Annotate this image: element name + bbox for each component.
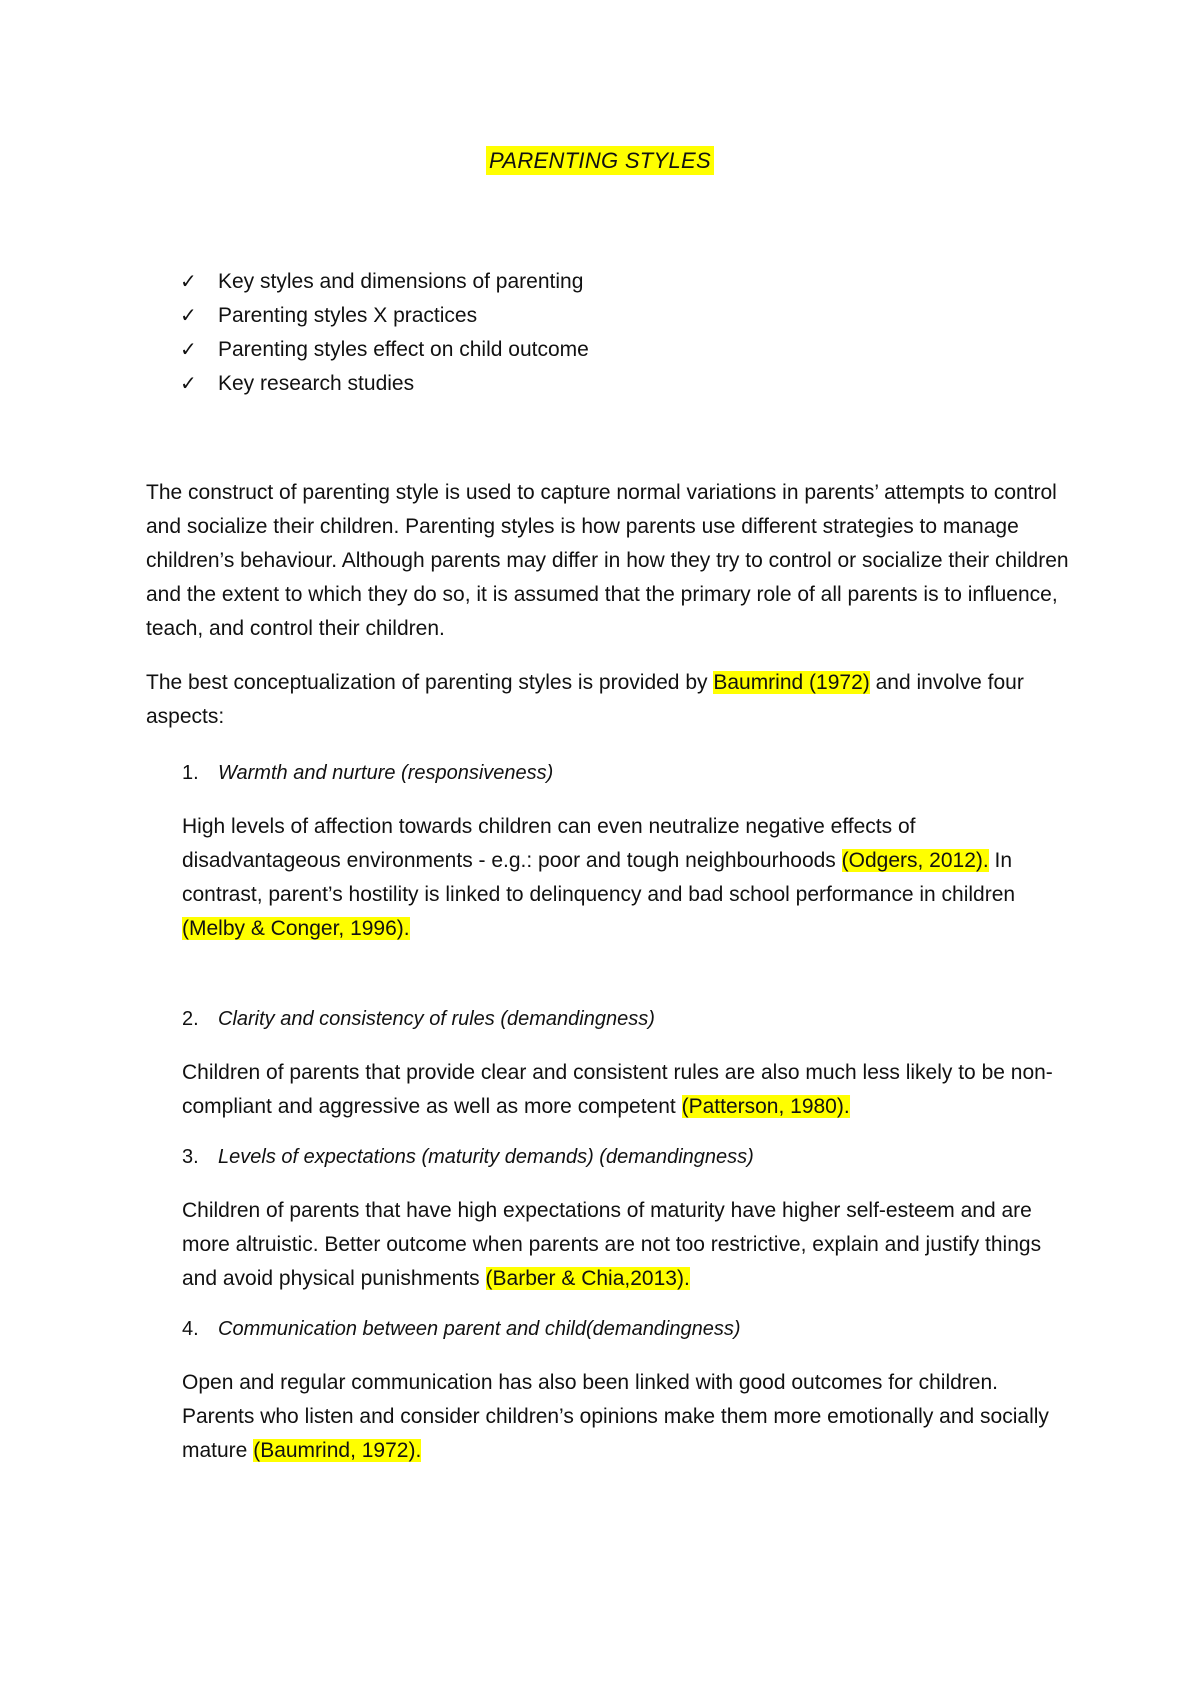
aspect-heading-text: Levels of expectations (maturity demands) (demandingness) bbox=[218, 1146, 754, 1168]
aspect-text: Open and regular communication has also been linked with good outcomes for children. Parents who listen and consider children’s opinions make them more emotionally and socially mature bbox=[182, 1371, 1049, 1462]
citation: (Baumrind, 1972). bbox=[253, 1439, 422, 1462]
aspect-heading-text: Clarity and consistency of rules (demandingness) bbox=[218, 1008, 655, 1030]
checklist-item bbox=[180, 333, 589, 367]
checklist-item bbox=[180, 367, 589, 401]
conceptualization-text: The best conceptualization of parenting styles is provided by bbox=[146, 671, 714, 694]
conceptualization-paragraph bbox=[146, 666, 1076, 734]
citation: (Melby & Conger, 1996). bbox=[182, 917, 410, 940]
aspect-number: 3. bbox=[182, 1146, 199, 1168]
topic-checklist bbox=[180, 265, 589, 401]
aspect-heading bbox=[182, 1140, 754, 1174]
aspect-paragraph bbox=[182, 1056, 1072, 1124]
aspect-paragraph bbox=[182, 1366, 1072, 1468]
intro-paragraph: The construct of parenting style is used to capture normal variations in parents’ attempts to control and socialize their children. Parenting styles is how parents use different strategies to manage children’s behaviour. Although parents may differ in how they try to control or socialize their children and the extent to which they do so, it is assumed that the primary role of all parents is to influence, teach, and control their children. bbox=[146, 481, 1069, 640]
aspect-heading bbox=[182, 756, 553, 790]
aspect-text: In contrast, parent’s hostility is linked to delinquency and bad school performance in children bbox=[182, 849, 1016, 906]
checklist-item-label: Key research studies bbox=[218, 372, 415, 395]
aspect-text: Children of parents that provide clear and consistent rules are also much less likely to be non-compliant and aggressive as well as more competent bbox=[182, 1061, 1053, 1118]
aspect-text: High levels of affection towards children can even neutralize negative effects of disadvantageous environments - e.g.: poor and tough neighbourhoods bbox=[182, 815, 916, 872]
checklist-item bbox=[180, 299, 589, 333]
checklist-item-label: Parenting styles effect on child outcome bbox=[218, 338, 589, 361]
checklist-item-label: Key styles and dimensions of parenting bbox=[218, 270, 584, 293]
aspect-number: 2. bbox=[182, 1008, 199, 1030]
aspect-paragraph bbox=[182, 1194, 1072, 1296]
citation: (Barber & Chia,2013). bbox=[485, 1267, 690, 1290]
aspect-heading-text: Warmth and nurture (responsiveness) bbox=[218, 762, 554, 784]
checklist-item-label: Parenting styles X practices bbox=[218, 304, 478, 327]
citation: (Odgers, 2012). bbox=[841, 849, 989, 872]
aspect-heading-text: Communication between parent and child(demandingness) bbox=[218, 1318, 741, 1340]
check-icon: ✓ bbox=[180, 339, 197, 361]
checklist-item bbox=[180, 265, 589, 299]
check-icon: ✓ bbox=[180, 271, 197, 293]
citation: Baumrind (1972) bbox=[713, 671, 870, 694]
aspect-text: Children of parents that have high expectations of maturity have higher self-esteem and are more altruistic. Better outcome when parents are not too restrictive, explain and justify things and avoid physical punishments bbox=[182, 1199, 1042, 1290]
citation: (Patterson, 1980). bbox=[681, 1095, 850, 1118]
title-text: PARENTING STYLES bbox=[486, 146, 714, 175]
check-icon: ✓ bbox=[180, 305, 197, 327]
conceptualization-text: and involve four aspects: bbox=[146, 671, 1024, 728]
aspect-number: 4. bbox=[182, 1318, 199, 1340]
check-icon: ✓ bbox=[180, 373, 197, 395]
aspect-number: 1. bbox=[182, 762, 199, 784]
aspect-heading bbox=[182, 1312, 741, 1346]
page-title bbox=[0, 148, 1200, 174]
aspect-paragraph bbox=[182, 810, 1072, 946]
aspect-heading bbox=[182, 1002, 655, 1036]
